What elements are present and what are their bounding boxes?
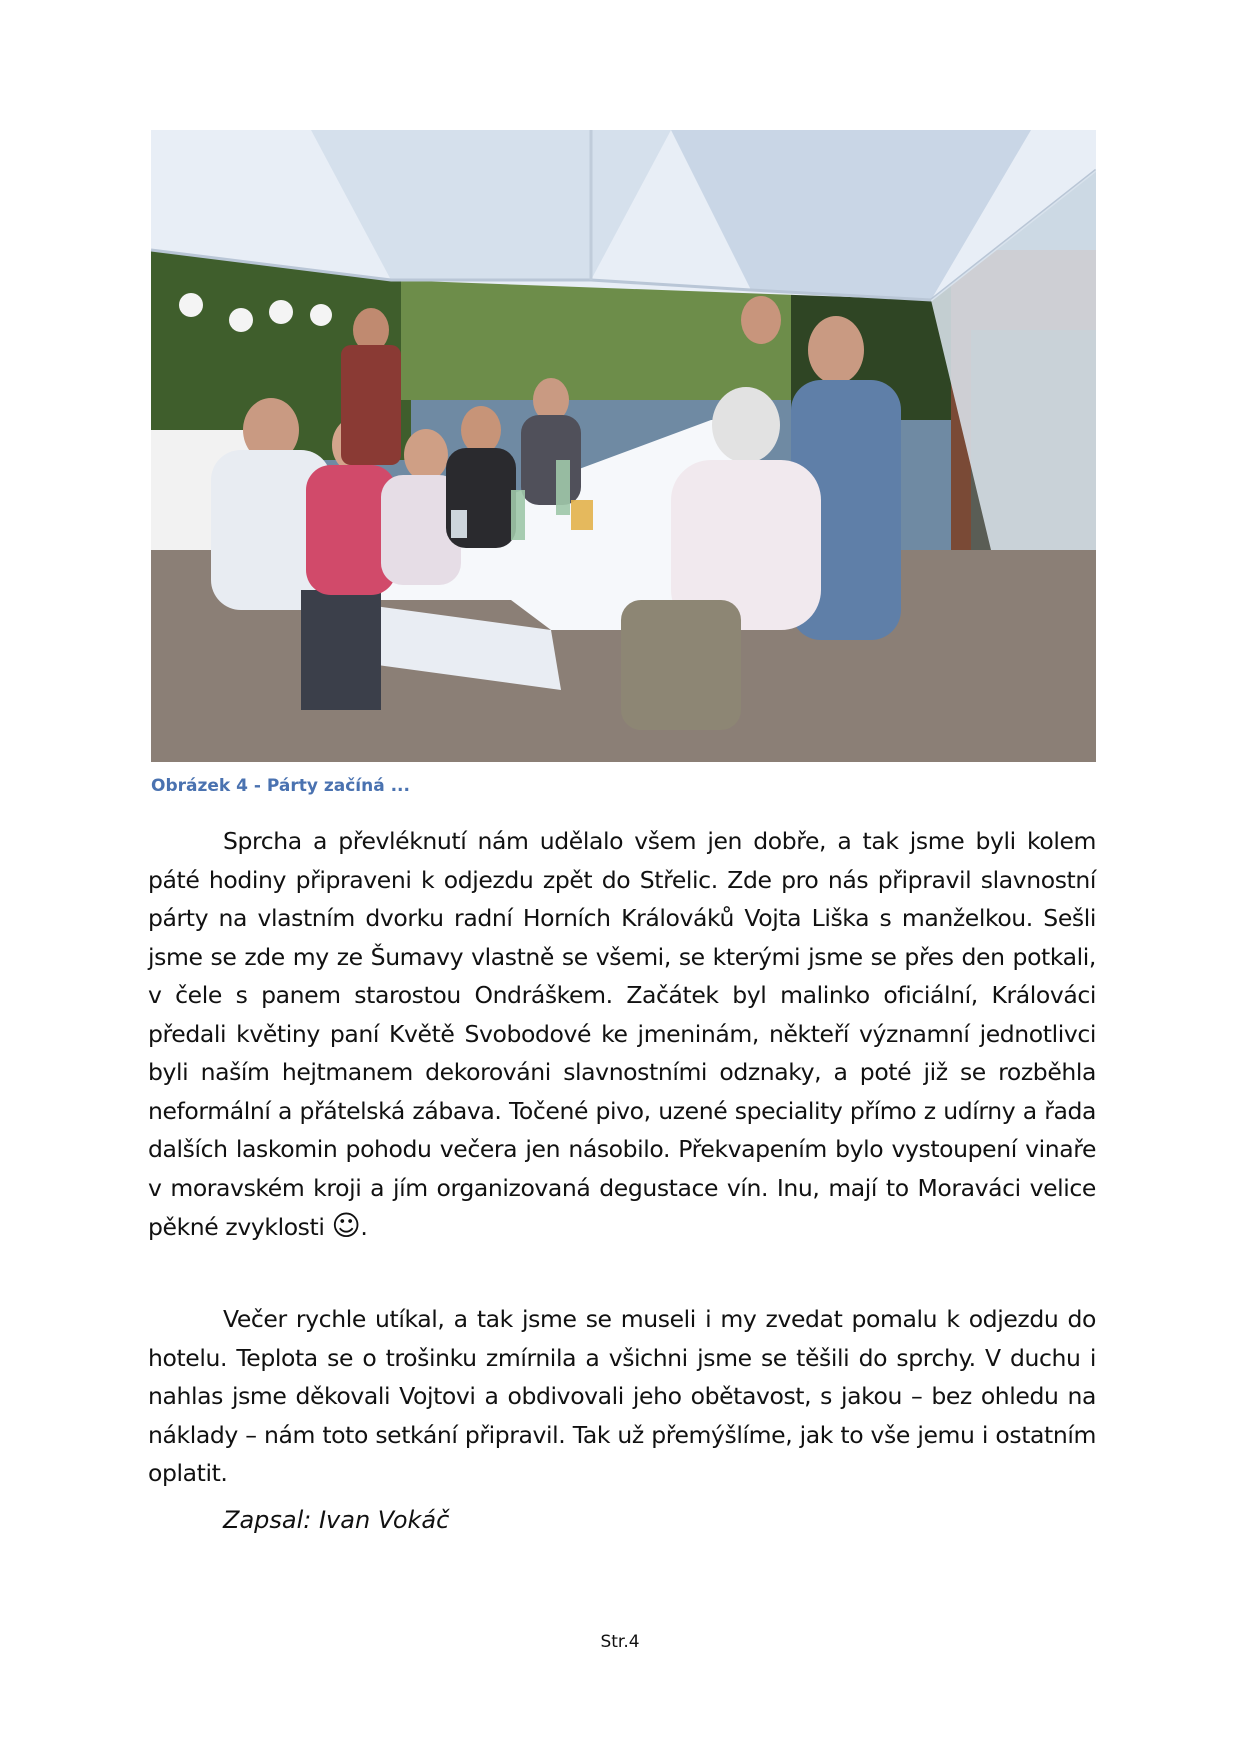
paragraph-2-text: Večer rychle utíkal, a tak jsme se museli i my zvedat pomalu k odjezdu do hotelu. Teplota se o trošinku zmírnila a všichni jsme se těšili do sprchy. V duchu i nahlas jsme děkovali Vojtovi a obdivovali jeho obětavost, s jakou – bez ohledu na náklady – nám toto setkání připravil. Tak už přemýšlíme, jak to vše jemu i ostatním oplatit. <box>148 1305 1096 1487</box>
page-number: Str.4 <box>600 1632 640 1652</box>
photo-illustration <box>151 130 1096 762</box>
party-tent-photo <box>151 130 1096 762</box>
article-paragraph-2 <box>148 1300 1096 1493</box>
paragraph-1-text: Sprcha a převléknutí nám udělalo všem jen dobře, a tak jsme byli kolem páté hodiny připraveni k odjezdu zpět do Střelic. Zde pro nás připravil slavnostní párty na vlastním dvorku radní Horních Králováků Vojta Liška s manželkou. Sešli jsme se zde my ze Šumavy vlastně se všemi, se kterými jsme se přes den potkali, v čele s panem starostou Ondráškem. Začátek byl malinko oficiální, Králováci předali květiny paní Květě Svobodové ke jmeninám, někteří významní jednotlivci byli naším hejtmanem dekorováni slavnostními odznaky, a poté již se rozběhla neformální a přátelská zábava. Točené pivo, uzené speciality přímo z udírny a řada dalších laskomin pohodu večera jen násobilo. Překvapením bylo vystoupení vinaře v moravském kroji a jím organizovaná degustace vín. Inu, mají to Moraváci velice pěkné zvyklosti <box>148 827 1096 1241</box>
figure-caption: Obrázek 4 - Párty začíná ... <box>151 776 410 796</box>
author-signature: Zapsal: Ivan Vokáč <box>223 1506 450 1534</box>
article-paragraph-1 <box>148 822 1096 1247</box>
smiley-icon: ☺ <box>331 1209 361 1242</box>
paragraph-1-end: . <box>360 1213 368 1241</box>
